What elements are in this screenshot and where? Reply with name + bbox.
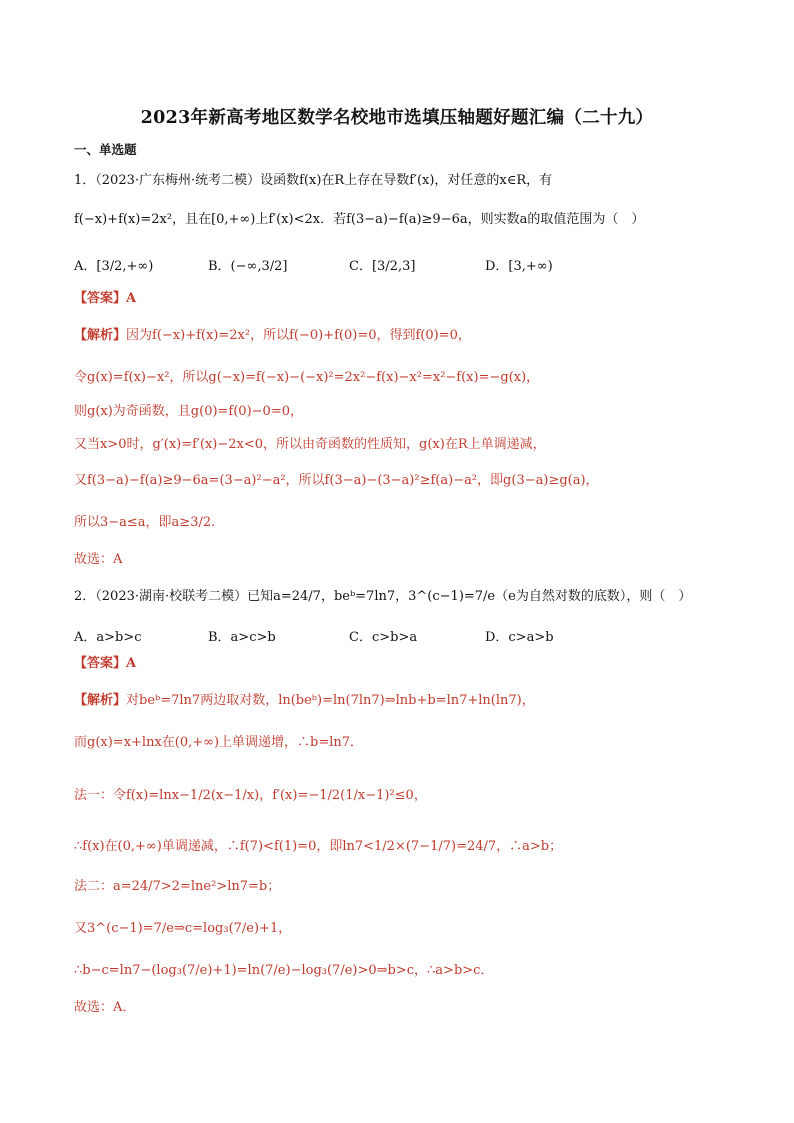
q1-analysis-line-5: 又f(3−a)−f(a)≥9−6a=(3−a)²−a²，所以f(3−a)−(3−a)²≥f(a)−a²，即g(3−a)≥g(a)， — [74, 473, 599, 488]
q2-analysis-line-2: 而g(x)=x+lnx在(0,+∞)上单调递增，∴b=ln7． — [74, 735, 364, 750]
q2-analysis-line-3: 法一：令f(x)=lnx−1/2(x−1/x)，f′(x)=−1/2(1/x−1)²≤0， — [74, 788, 427, 803]
q2-option-a: A．a>b>c — [74, 630, 142, 645]
q2-analysis-tag: 【解析】 — [74, 693, 127, 708]
q1-option-a: A．[3/2,+∞) — [74, 259, 154, 274]
q1-option-c: C．[3/2,3] — [349, 259, 416, 274]
q2-analysis-line-7: ∴b−c=ln7−(log₃(7/e)+1)=ln(7/e)−log₃(7/e)>0⇒b>c，∴a>b>c． — [74, 963, 494, 978]
q1-stem: 1．（2023·广东梅州·统考二模）设函数f(x)在R上存在导数f′(x)，对任意的x∈R，有 — [74, 173, 553, 188]
q2-answer-tag: 【答案】 — [74, 656, 127, 671]
q2-analysis-line-6: 又3^(c−1)=7/e⇒c=log₃(7/e)+1， — [74, 921, 292, 936]
q2-option-c: C．c>b>a — [349, 630, 418, 645]
q2-analysis-line-5: 法二：a=24/7>2=lne²>ln7=b； — [74, 879, 281, 894]
q1-answer-tag: 【答案】 — [74, 291, 127, 306]
q1-analysis-line-6: 所以3−a≤a，即a≥3/2. — [74, 515, 216, 530]
q2-answer-line — [74, 657, 136, 670]
q1-stem-2: f(−x)+f(x)=2x²，且在[0,+∞)上f′(x)<2x．若f(3−a)−f(a)≥9−6a，则实数a的取值范围为（ ） — [74, 212, 645, 227]
q2-answer: A — [126, 656, 137, 671]
q2-option-b: B．a>c>b — [208, 630, 276, 645]
q1-choice: 故选：A — [74, 552, 123, 567]
page-title: 2023年新高考地区数学名校地市选填压轴题好题汇编（二十九） — [140, 108, 654, 128]
q1-analysis-tag: 【解析】 — [74, 328, 127, 343]
q1-answer: A — [126, 291, 137, 306]
q2-stem: 2．（2023·湖南·校联考二模）已知a=24/7，beᵇ=7ln7，3^(c−1)=7/e（e为自然对数的底数），则（ ） — [74, 589, 692, 604]
q1-option-d: D．[3,+∞) — [485, 259, 553, 274]
q1-analysis-line-2: 令g(x)=f(x)−x²，所以g(−x)=f(−x)−(−x)²=2x²−f(x)−x²=x²−f(x)=−g(x)， — [74, 370, 540, 385]
q1-answer-line — [74, 292, 136, 305]
q2-analysis-text: 对beᵇ=7ln7两边取对数，ln(beᵇ)=ln(7ln7)⇒lnb+b=ln7+ln(ln7)， — [126, 693, 535, 708]
q1-analysis-line-3: 则g(x)为奇函数，且g(0)=f(0)−0=0， — [74, 404, 303, 419]
q1-analysis-line-4: 又当x>0时，g′(x)=f′(x)−2x<0，所以由奇函数的性质知，g(x)在R上单调递减， — [74, 437, 546, 452]
q2-analysis-line-4: ∴f(x)在(0,+∞)单调递减，∴f(7)<f(1)=0，即ln7<1/2×(7−1/7)=24/7，∴a>b； — [74, 839, 563, 854]
q2-option-d: D．c>a>b — [485, 630, 554, 645]
q1-analysis-text: 因为f(−x)+f(x)=2x²，所以f(−0)+f(0)=0，得到f(0)=0， — [126, 328, 471, 343]
section-heading: 一、单选题 — [74, 142, 137, 157]
q2-choice: 故选：A． — [74, 1000, 136, 1015]
q1-analysis-line-1 — [74, 329, 471, 342]
q1-option-b: B．(−∞,3/2] — [208, 259, 288, 274]
q2-analysis-line-1 — [74, 694, 535, 707]
